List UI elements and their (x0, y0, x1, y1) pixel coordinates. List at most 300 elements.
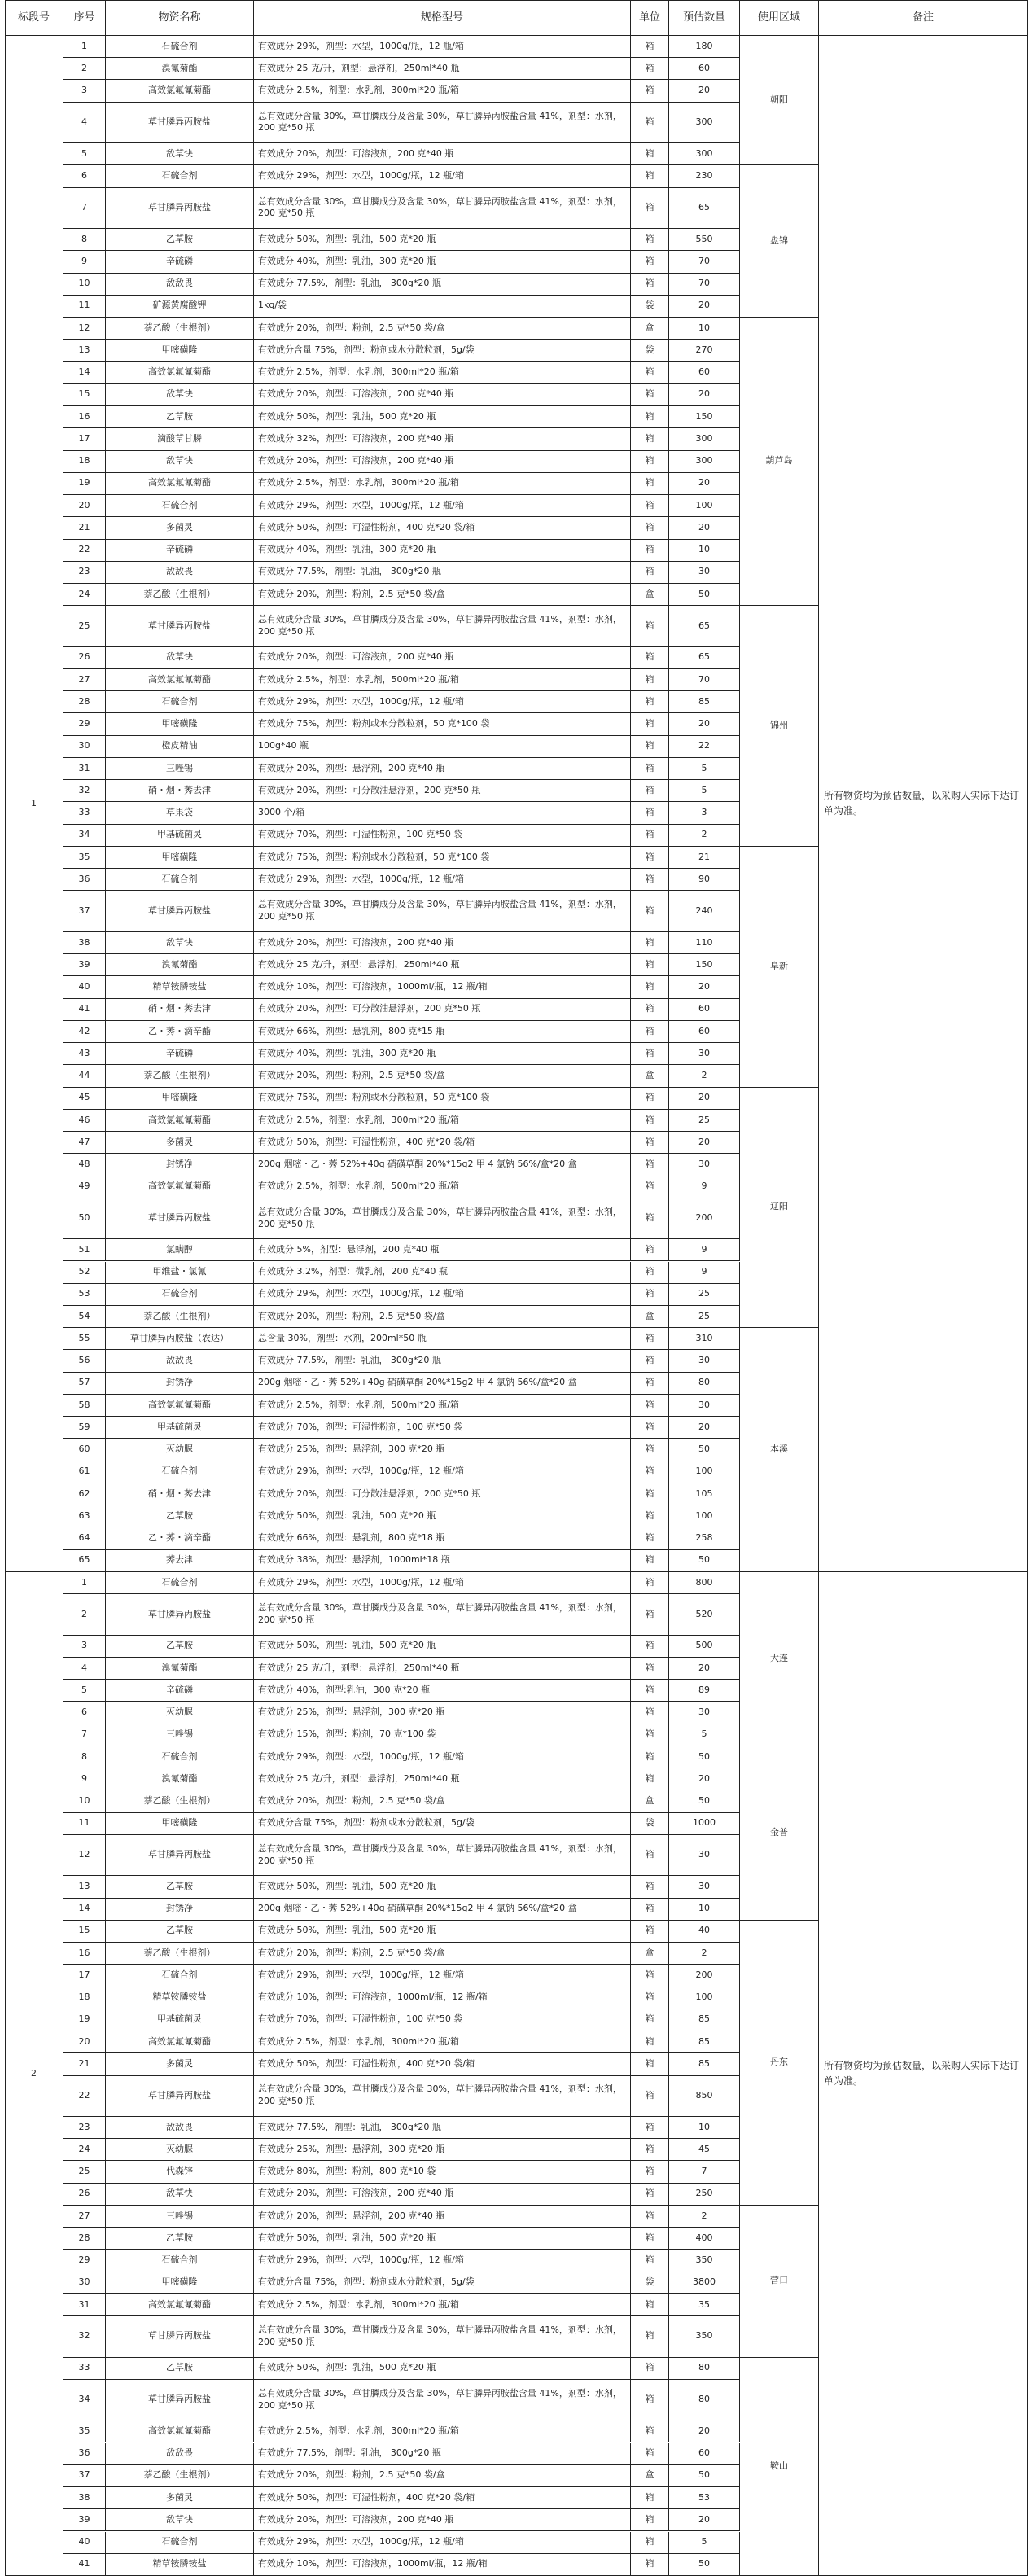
unit: 箱 (631, 2139, 669, 2161)
spec-model: 有效成分 25%，剂型：悬浮剂，300 克*20 瓶 (254, 1439, 631, 1461)
quantity: 100 (669, 1987, 740, 2009)
unit: 箱 (631, 562, 669, 584)
spec-model: 1kg/袋 (254, 296, 631, 318)
unit: 箱 (631, 2294, 669, 2316)
unit: 箱 (631, 1636, 669, 1658)
material-name: 甲基硫菌灵 (106, 825, 254, 847)
spec-model: 有效成分 10%，剂型：可溶液剂，1000ml/瓶，12 瓶/箱 (254, 976, 631, 998)
quantity: 80 (669, 2380, 740, 2420)
spec-model: 有效成分 10%，剂型：可溶液剂，1000ml/瓶，12 瓶/箱 (254, 1987, 631, 2009)
spec-model: 有效成分 20%，剂型：可分散油悬浮剂，200 克*50 瓶 (254, 1483, 631, 1505)
unit: 箱 (631, 165, 669, 187)
quantity: 20 (669, 517, 740, 539)
quantity: 20 (669, 976, 740, 998)
quantity: 20 (669, 296, 740, 318)
material-name: 莠去津 (106, 1550, 254, 1572)
quantity: 22 (669, 736, 740, 758)
row-index: 14 (63, 1899, 106, 1921)
spec-model: 有效成分含量 75%，剂型：粉剂或水分散粒剂，5g/袋 (254, 1813, 631, 1835)
quantity: 1000 (669, 1813, 740, 1835)
unit: 箱 (631, 713, 669, 735)
spec-model: 有效成分 29%，剂型：水型，1000g/瓶，12 瓶/箱 (254, 2250, 631, 2272)
unit: 盒 (631, 1065, 669, 1087)
spec-model: 有效成分 29%，剂型：水型，1000g/瓶，12 瓶/箱 (254, 1746, 631, 1768)
quantity: 45 (669, 2139, 740, 2161)
unit: 箱 (631, 1198, 669, 1239)
material-name: 甲嘧磺隆 (106, 2272, 254, 2294)
unit: 箱 (631, 1373, 669, 1395)
header-region: 使用区域 (740, 0, 819, 36)
row-index: 5 (63, 143, 106, 165)
row-index: 39 (63, 954, 106, 976)
spec-model: 有效成分 2.5%，剂型：水乳剂，300ml*20 瓶/箱 (254, 1110, 631, 1132)
quantity: 70 (669, 251, 740, 273)
material-name: 高效氯氟氰菊酯 (106, 1110, 254, 1132)
material-name: 高效氯氟氰菊酯 (106, 2294, 254, 2316)
spec-model: 3000 个/箱 (254, 802, 631, 824)
unit: 箱 (631, 1550, 669, 1572)
unit: 箱 (631, 2206, 669, 2228)
material-name: 草甘膦异丙胺盐 (106, 891, 254, 931)
material-name: 敌敌畏 (106, 562, 254, 584)
spec-model: 有效成分 70%，剂型：可湿性粉剂，100 克*50 袋 (254, 1417, 631, 1439)
spec-model: 200g 烟嘧・乙・莠 52%+40g 硝磺草酮 20%*15g2 甲 4 氯钠 56%/盒*20 盒 (254, 1373, 631, 1395)
unit: 箱 (631, 80, 669, 102)
row-index: 6 (63, 165, 106, 187)
quantity: 50 (669, 1550, 740, 1572)
spec-model: 有效成分 70%，剂型：可湿性粉剂，100 克*50 袋 (254, 2009, 631, 2031)
quantity: 10 (669, 2117, 740, 2139)
quantity: 30 (669, 1154, 740, 1176)
material-name: 石硫合剂 (106, 36, 254, 58)
quantity: 20 (669, 2509, 740, 2531)
material-name: 精草铵膦铵盐 (106, 1987, 254, 2009)
quantity: 50 (669, 1439, 740, 1461)
row-index: 40 (63, 976, 106, 998)
material-name: 甲嘧磺隆 (106, 713, 254, 735)
quantity: 3 (669, 802, 740, 824)
material-name: 三唑锡 (106, 758, 254, 780)
unit: 箱 (631, 825, 669, 847)
spec-model: 100g*40 瓶 (254, 736, 631, 758)
spec-model: 总有效成分含量 30%，草甘膦成分及含量 30%，草甘膦异丙胺盐含量 41%，剂型：水剂，200 克*50 瓶 (254, 1594, 631, 1635)
unit: 箱 (631, 1284, 669, 1306)
spec-model: 有效成分 75%，剂型：粉剂或水分散粒剂，50 克*100 袋 (254, 1088, 631, 1110)
quantity: 2 (669, 2206, 740, 2228)
quantity: 50 (669, 584, 740, 606)
material-name: 三唑锡 (106, 1724, 254, 1746)
spec-model: 有效成分 5%，剂型：悬浮剂，200 克*40 瓶 (254, 1239, 631, 1261)
region-name: 本溪 (740, 1328, 819, 1572)
quantity: 40 (669, 1921, 740, 1943)
spec-model: 有效成分 29%，剂型：水型，1000g/瓶，12 瓶/箱 (254, 869, 631, 891)
unit: 袋 (631, 2272, 669, 2294)
row-index: 1 (63, 1572, 106, 1594)
row-index: 31 (63, 758, 106, 780)
spec-model: 有效成分 2.5%，剂型：水乳剂，500ml*20 瓶/箱 (254, 669, 631, 691)
unit: 箱 (631, 2076, 669, 2117)
quantity: 105 (669, 1483, 740, 1505)
spec-model: 有效成分 29%，剂型：水型，1000g/瓶，12 瓶/箱 (254, 1461, 631, 1483)
row-index: 62 (63, 1483, 106, 1505)
material-name: 乙草胺 (106, 2358, 254, 2380)
row-index: 56 (63, 1350, 106, 1372)
material-name: 石硫合剂 (106, 2532, 254, 2554)
quantity: 2 (669, 1065, 740, 1087)
spec-model: 有效成分 75%，剂型：粉剂或水分散粒剂，50 克*100 袋 (254, 847, 631, 869)
spec-model: 总有效成分含量 30%，草甘膦成分及含量 30%，草甘膦异丙胺盐含量 41%，剂型：水剂，200 克*50 瓶 (254, 103, 631, 143)
unit: 袋 (631, 340, 669, 361)
material-name: 石硫合剂 (106, 1461, 254, 1483)
unit: 箱 (631, 1746, 669, 1768)
region-name: 鞍山 (740, 2358, 819, 2576)
spec-model: 有效成分 20%，剂型：可溶液剂，200 克*40 瓶 (254, 647, 631, 669)
material-name: 萘乙酸（生根剂） (106, 584, 254, 606)
material-name: 硝・烟・莠去津 (106, 1483, 254, 1505)
material-name: 精草铵膦铵盐 (106, 2554, 254, 2576)
unit: 箱 (631, 251, 669, 273)
row-index: 30 (63, 2272, 106, 2294)
unit: 盒 (631, 584, 669, 606)
spec-model: 有效成分 20%，剂型：可分散油悬浮剂，200 克*50 瓶 (254, 780, 631, 802)
material-name: 高效氯氟氰菊酯 (106, 2031, 254, 2053)
unit: 箱 (631, 274, 669, 296)
unit: 箱 (631, 891, 669, 931)
quantity: 50 (669, 2465, 740, 2487)
unit: 箱 (631, 2031, 669, 2053)
spec-model: 有效成分 50%，剂型：乳油，500 克*20 瓶 (254, 1921, 631, 1943)
spec-model: 有效成分 70%，剂型：可湿性粉剂，100 克*50 袋 (254, 825, 631, 847)
unit: 箱 (631, 2358, 669, 2380)
header-material: 物资名称 (106, 0, 254, 36)
spec-model: 有效成分 20%，剂型：粉剂，2.5 克*50 袋/盒 (254, 584, 631, 606)
spec-model: 有效成分 50%，剂型：可湿性粉剂，400 克*20 袋/箱 (254, 1132, 631, 1154)
unit: 箱 (631, 1594, 669, 1635)
quantity: 300 (669, 451, 740, 473)
row-index: 55 (63, 1328, 106, 1350)
unit: 箱 (631, 1876, 669, 1898)
spec-model: 有效成分 20%，剂型：悬浮剂，200 克*40 瓶 (254, 758, 631, 780)
unit: 箱 (631, 2228, 669, 2250)
material-name: 三唑锡 (106, 2206, 254, 2228)
row-index: 24 (63, 2139, 106, 2161)
quantity: 270 (669, 340, 740, 361)
row-index: 52 (63, 1262, 106, 1284)
unit: 箱 (631, 1154, 669, 1176)
material-name: 草甘膦异丙胺盐 (106, 1198, 254, 1239)
unit: 箱 (631, 1110, 669, 1132)
material-name: 萘乙酸（生根剂） (106, 318, 254, 340)
material-name: 乙・莠・滴辛酯 (106, 1527, 254, 1549)
material-name: 硝・烟・莠去津 (106, 780, 254, 802)
quantity: 800 (669, 1572, 740, 1594)
quantity: 500 (669, 1636, 740, 1658)
material-name: 乙草胺 (106, 406, 254, 428)
quantity: 10 (669, 540, 740, 562)
row-index: 19 (63, 2009, 106, 2031)
spec-model: 总有效成分含量 30%，草甘膦成分及含量 30%，草甘膦异丙胺盐含量 41%，剂型：水剂，200 克*50 瓶 (254, 1198, 631, 1239)
row-index: 44 (63, 1065, 106, 1087)
quantity: 5 (669, 758, 740, 780)
row-index: 16 (63, 1943, 106, 1965)
spec-model: 有效成分 20%，剂型：粉剂，2.5 克*50 袋/盒 (254, 1065, 631, 1087)
spec-model: 有效成分 20%，剂型：可溶液剂，200 克*40 瓶 (254, 2184, 631, 2206)
row-index: 4 (63, 1658, 106, 1680)
spec-model: 有效成分 50%，剂型：乳油，500 克*20 瓶 (254, 1876, 631, 1898)
material-name: 石硫合剂 (106, 495, 254, 517)
material-name: 甲嘧磺隆 (106, 340, 254, 361)
quantity: 35 (669, 2294, 740, 2316)
unit: 箱 (631, 1461, 669, 1483)
quantity: 30 (669, 1043, 740, 1065)
unit: 箱 (631, 58, 669, 80)
spec-model: 有效成分 25 克/升，剂型：悬浮剂，250ml*40 瓶 (254, 1658, 631, 1680)
unit: 箱 (631, 1899, 669, 1921)
row-index: 14 (63, 362, 106, 384)
row-index: 5 (63, 1680, 106, 1702)
material-name: 甲维盐・氯氰 (106, 1262, 254, 1284)
quantity: 70 (669, 669, 740, 691)
row-index: 36 (63, 869, 106, 891)
unit: 箱 (631, 932, 669, 954)
quantity: 89 (669, 1680, 740, 1702)
row-index: 27 (63, 2206, 106, 2228)
material-name: 萘乙酸（生根剂） (106, 1943, 254, 1965)
material-name: 敌草快 (106, 647, 254, 669)
spec-model: 有效成分 29%，剂型：水型，1000g/瓶，12 瓶/箱 (254, 36, 631, 58)
row-index: 46 (63, 1110, 106, 1132)
quantity: 30 (669, 1876, 740, 1898)
spec-model: 有效成分 50%，剂型：乳油，500 克*20 瓶 (254, 2358, 631, 2380)
unit: 箱 (631, 1680, 669, 1702)
quantity: 3800 (669, 2272, 740, 2294)
quantity: 90 (669, 869, 740, 891)
unit: 箱 (631, 2161, 669, 2183)
spec-model: 有效成分 2.5%，剂型：水乳剂，300ml*20 瓶/箱 (254, 362, 631, 384)
material-name: 甲嘧磺隆 (106, 1088, 254, 1110)
quantity: 520 (669, 1594, 740, 1635)
quantity: 25 (669, 1306, 740, 1328)
row-index: 48 (63, 1154, 106, 1176)
quantity: 20 (669, 384, 740, 406)
unit: 箱 (631, 1132, 669, 1154)
material-name: 草甘膦异丙胺盐 (106, 1835, 254, 1876)
row-index: 32 (63, 780, 106, 802)
spec-model: 有效成分 20%，剂型：可溶液剂，200 克*40 瓶 (254, 932, 631, 954)
region-name: 朝阳 (740, 36, 819, 165)
material-name: 高效氯氟氰菊酯 (106, 80, 254, 102)
row-index: 8 (63, 1746, 106, 1768)
row-index: 26 (63, 647, 106, 669)
spec-model: 有效成分含量 75%，剂型：粉剂或水分散粒剂，5g/袋 (254, 340, 631, 361)
row-index: 41 (63, 999, 106, 1021)
spec-model: 有效成分 2.5%，剂型：水乳剂，500ml*20 瓶/箱 (254, 1395, 631, 1417)
row-index: 54 (63, 1306, 106, 1328)
spec-model: 有效成分 29%，剂型：水型，1000g/瓶，12 瓶/箱 (254, 691, 631, 713)
unit: 箱 (631, 2250, 669, 2272)
quantity: 80 (669, 2358, 740, 2380)
region-name: 辽阳 (740, 1088, 819, 1329)
row-index: 21 (63, 517, 106, 539)
quantity: 20 (669, 2420, 740, 2442)
material-name: 萘乙酸（生根剂） (106, 1306, 254, 1328)
spec-model: 有效成分 2.5%，剂型：水乳剂，500ml*20 瓶/箱 (254, 1176, 631, 1198)
quantity: 85 (669, 2053, 740, 2075)
unit: 箱 (631, 1572, 669, 1594)
material-name: 石硫合剂 (106, 1284, 254, 1306)
unit: 箱 (631, 451, 669, 473)
material-name: 萘乙酸（生根剂） (106, 2465, 254, 2487)
unit: 箱 (631, 669, 669, 691)
unit: 箱 (631, 1658, 669, 1680)
row-index: 34 (63, 2380, 106, 2420)
row-index: 23 (63, 2117, 106, 2139)
quantity: 20 (669, 713, 740, 735)
row-index: 64 (63, 1527, 106, 1549)
unit: 箱 (631, 1768, 669, 1790)
material-name: 封锈净 (106, 1373, 254, 1395)
unit: 箱 (631, 103, 669, 143)
quantity: 25 (669, 1284, 740, 1306)
row-index: 2 (63, 1594, 106, 1635)
unit: 箱 (631, 802, 669, 824)
spec-model: 总有效成分含量 30%，草甘膦成分及含量 30%，草甘膦异丙胺盐含量 41%，剂型：水剂，200 克*50 瓶 (254, 2380, 631, 2420)
row-index: 10 (63, 1790, 106, 1812)
material-name: 矿源黄腐酸钾 (106, 296, 254, 318)
material-name: 乙草胺 (106, 1921, 254, 1943)
quantity: 300 (669, 428, 740, 450)
material-name: 敌草快 (106, 932, 254, 954)
material-name: 萘乙酸（生根剂） (106, 1790, 254, 1812)
row-index: 50 (63, 1198, 106, 1239)
material-name: 辛硫磷 (106, 1043, 254, 1065)
unit: 箱 (631, 736, 669, 758)
material-name: 橙皮精油 (106, 736, 254, 758)
unit: 箱 (631, 1350, 669, 1372)
row-index: 30 (63, 736, 106, 758)
row-index: 9 (63, 1768, 106, 1790)
row-index: 17 (63, 428, 106, 450)
row-index: 36 (63, 2443, 106, 2465)
material-name: 溴氰菊酯 (106, 58, 254, 80)
row-index: 20 (63, 2031, 106, 2053)
unit: 箱 (631, 1417, 669, 1439)
row-index: 29 (63, 713, 106, 735)
unit: 盒 (631, 318, 669, 340)
unit: 箱 (631, 758, 669, 780)
spec-model: 有效成分 29%，剂型：水型，1000g/瓶，12 瓶/箱 (254, 495, 631, 517)
spec-model: 有效成分 3.2%，剂型：微乳剂，200 克*40 瓶 (254, 1262, 631, 1284)
spec-model: 有效成分 50%，剂型：可湿性粉剂，400 克*20 袋/箱 (254, 2487, 631, 2509)
row-index: 25 (63, 606, 106, 646)
spec-model: 有效成分 50%，剂型：乳油，500 克*20 瓶 (254, 2228, 631, 2250)
material-name: 封锈净 (106, 1154, 254, 1176)
quantity: 70 (669, 274, 740, 296)
row-index: 24 (63, 584, 106, 606)
material-name: 硝・烟・莠去津 (106, 999, 254, 1021)
spec-model: 有效成分 20%，剂型：可溶液剂，200 克*40 瓶 (254, 451, 631, 473)
material-name: 灭幼脲 (106, 1439, 254, 1461)
unit: 箱 (631, 2053, 669, 2075)
spec-model: 有效成分 40%，剂型：乳油，300 克*20 瓶 (254, 251, 631, 273)
spec-model: 有效成分 20%，剂型：粉剂，2.5 克*50 袋/盒 (254, 2465, 631, 2487)
material-name: 甲嘧磺隆 (106, 847, 254, 869)
spec-model: 总有效成分含量 30%，草甘膦成分及含量 30%，草甘膦异丙胺盐含量 41%，剂型：水剂，200 克*50 瓶 (254, 188, 631, 229)
unit: 箱 (631, 188, 669, 229)
row-index: 42 (63, 1021, 106, 1043)
row-index: 57 (63, 1373, 106, 1395)
material-name: 草果袋 (106, 802, 254, 824)
row-index: 12 (63, 318, 106, 340)
unit: 箱 (631, 1483, 669, 1505)
unit: 盒 (631, 1790, 669, 1812)
spec-model: 有效成分 20%，剂型：粉剂，2.5 克*50 袋/盒 (254, 318, 631, 340)
material-name: 石硫合剂 (106, 1572, 254, 1594)
region-name: 大连 (740, 1572, 819, 1746)
region-name: 葫芦岛 (740, 318, 819, 606)
material-name: 敌敌畏 (106, 274, 254, 296)
spec-model: 有效成分 77.5%，剂型：乳油， 300g*20 瓶 (254, 1350, 631, 1372)
row-index: 59 (63, 1417, 106, 1439)
spec-model: 有效成分 10%，剂型：可溶液剂，1000ml/瓶，12 瓶/箱 (254, 2554, 631, 2576)
row-index: 29 (63, 2250, 106, 2272)
lot-number: 1 (5, 36, 63, 1572)
row-index: 38 (63, 2487, 106, 2509)
unit: 箱 (631, 1965, 669, 1987)
material-name: 封锈净 (106, 1899, 254, 1921)
unit: 袋 (631, 1813, 669, 1835)
spec-model: 有效成分 2.5%，剂型：水乳剂，300ml*20 瓶/箱 (254, 2294, 631, 2316)
row-index: 6 (63, 1702, 106, 1724)
spec-model: 有效成分 29%，剂型：水型，1000g/瓶，12 瓶/箱 (254, 2532, 631, 2554)
quantity: 5 (669, 2532, 740, 2554)
row-index: 15 (63, 384, 106, 406)
spec-model: 有效成分 2.5%，剂型：水乳剂，300ml*20 瓶/箱 (254, 473, 631, 495)
unit: 箱 (631, 2117, 669, 2139)
header-spec: 规格型号 (254, 0, 631, 36)
material-name: 辛硫磷 (106, 251, 254, 273)
spec-model: 有效成分 50%，剂型：乳油，500 克*20 瓶 (254, 1505, 631, 1527)
unit: 箱 (631, 2487, 669, 2509)
material-name: 溴氰菊酯 (106, 1658, 254, 1680)
material-name: 石硫合剂 (106, 1746, 254, 1768)
material-name: 多菌灵 (106, 517, 254, 539)
unit: 箱 (631, 2443, 669, 2465)
row-index: 11 (63, 296, 106, 318)
material-name: 石硫合剂 (106, 691, 254, 713)
row-index: 11 (63, 1813, 106, 1835)
spec-model: 有效成分 20%，剂型：粉剂，2.5 克*50 袋/盒 (254, 1790, 631, 1812)
spec-model: 有效成分 29%，剂型：水型，1000g/瓶，12 瓶/箱 (254, 1572, 631, 1594)
material-name: 乙草胺 (106, 1876, 254, 1898)
quantity: 10 (669, 318, 740, 340)
spec-model: 有效成分 29%，剂型：水型，1000g/瓶，12 瓶/箱 (254, 1284, 631, 1306)
unit: 箱 (631, 1724, 669, 1746)
spec-model: 有效成分 2.5%，剂型：水乳剂，300ml*20 瓶/箱 (254, 2031, 631, 2053)
unit: 盒 (631, 1306, 669, 1328)
spec-model: 总有效成分含量 30%，草甘膦成分及含量 30%，草甘膦异丙胺盐含量 41%，剂型：水剂，200 克*50 瓶 (254, 606, 631, 646)
material-name: 草甘膦异丙胺盐 (106, 2380, 254, 2420)
unit: 箱 (631, 999, 669, 1021)
material-name: 甲嘧磺隆 (106, 1813, 254, 1835)
row-index: 27 (63, 669, 106, 691)
material-name: 高效氯氟氰菊酯 (106, 362, 254, 384)
spec-model: 200g 烟嘧・乙・莠 52%+40g 硝磺草酮 20%*15g2 甲 4 氯钠 56%/盒*20 盒 (254, 1154, 631, 1176)
spec-model: 总有效成分含量 30%，草甘膦成分及含量 30%，草甘膦异丙胺盐含量 41%，剂型：水剂，200 克*50 瓶 (254, 2316, 631, 2357)
quantity: 310 (669, 1328, 740, 1350)
row-index: 26 (63, 2184, 106, 2206)
quantity: 400 (669, 2228, 740, 2250)
